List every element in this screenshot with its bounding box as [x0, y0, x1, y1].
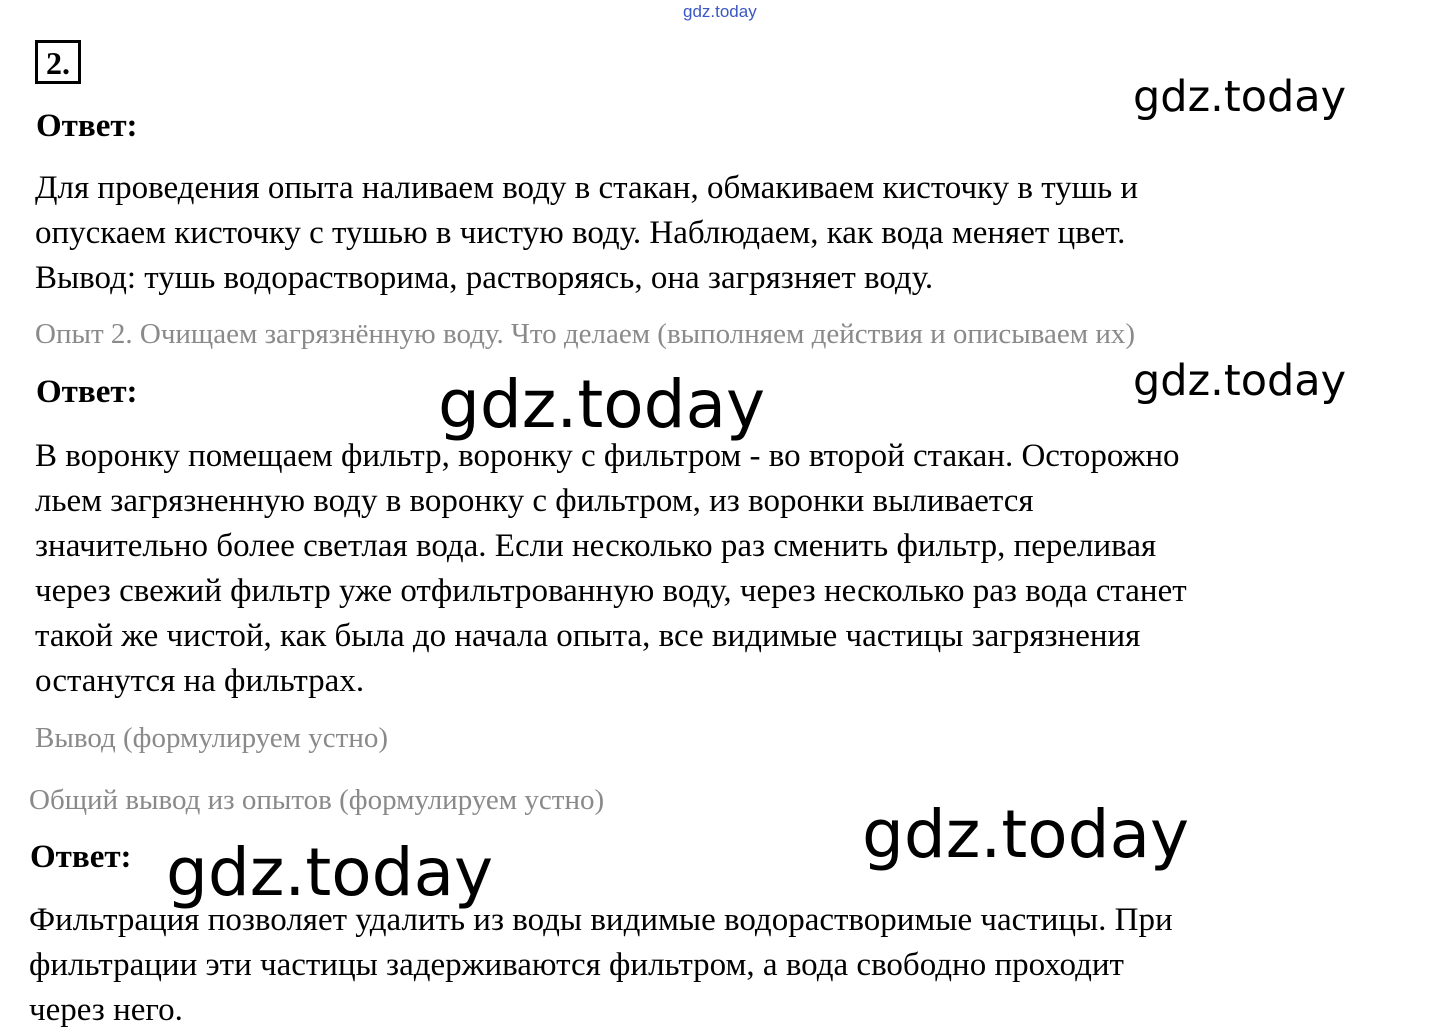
experiment-2-prompt: Опыт 2. Очищаем загрязнённую воду. Что делаем (выполняем действия и описываем их)	[35, 318, 1136, 350]
answer-2-line: значительно более светлая вода. Если несколько раз сменить фильтр, переливая	[35, 528, 1157, 564]
answer-3-line: через него.	[29, 992, 183, 1028]
watermark-5: gdz.today	[166, 834, 494, 911]
answer-label-1: Ответ:	[36, 108, 138, 144]
answer-3-line: Фильтрация позволяет удалить из воды видимые водорастворимые частицы. При	[29, 902, 1173, 938]
general-conclusion-prompt: Общий вывод из опытов (формулируем устно)	[29, 784, 605, 816]
answer-text-2	[35, 434, 1435, 704]
answer-text-3	[29, 898, 1429, 1033]
watermark-4: gdz.today	[862, 796, 1190, 873]
watermark-1: gdz.today	[1133, 72, 1347, 122]
task-number-box: 2.	[35, 40, 81, 84]
watermark-3: gdz.today	[438, 366, 766, 443]
answer-2-line: льем загрязненную воду в воронку с фильтром, из воронки выливается	[35, 483, 1034, 519]
answer-2-line: через свежий фильтр уже отфильтрованную воду, через несколько раз вода станет	[35, 573, 1187, 609]
answer-label-2: Ответ:	[36, 374, 138, 410]
watermark-2: gdz.today	[1133, 356, 1347, 406]
answer-2-line: В воронку помещаем фильтр, воронку с фильтром - во второй стакан. Осторожно	[35, 438, 1180, 474]
answer-text-1	[35, 166, 1425, 301]
answer-3-line: фильтрации эти частицы задерживаются фильтром, а вода свободно проходит	[29, 947, 1124, 983]
conclusion-prompt: Вывод (формулируем устно)	[35, 722, 388, 754]
answer-2-line: останутся на фильтрах.	[35, 663, 365, 699]
answer-label-3: Ответ:	[30, 839, 132, 875]
answer-1-line: Для проведения опыта наливаем воду в стакан, обмакиваем кисточку в тушь и	[35, 170, 1139, 206]
answer-2-line: такой же чистой, как была до начала опыта, все видимые частицы загрязнения	[35, 618, 1141, 654]
site-watermark-top: gdz.today	[683, 2, 757, 21]
answer-1-line: опускаем кисточку с тушью в чистую воду. Наблюдаем, как вода меняет цвет.	[35, 215, 1126, 251]
answer-1-line: Вывод: тушь водорастворима, растворяясь, она загрязняет воду.	[35, 260, 934, 296]
